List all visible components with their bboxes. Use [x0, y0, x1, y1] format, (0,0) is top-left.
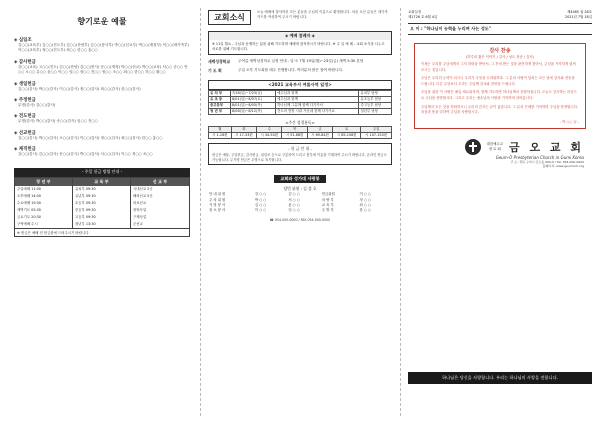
church-address: 주 소: 경북 구미시 금오동 000-0 / Tel. 054-000-0000 홈페이지: www.geumoch.org — [510, 159, 584, 169]
announcement-key: 기 도 회 — [208, 68, 222, 74]
offering-section-head: ◈ 제직헌금 — [14, 147, 36, 153]
week-reading: 시 1-16편 — [209, 132, 232, 138]
gratitude-title: 감사 찬송 — [489, 48, 511, 54]
schedule-group-head: 장 년 부 — [15, 178, 72, 186]
gratitude-box — [414, 43, 586, 129]
duty-cell: 청 소 봉 사 — [209, 208, 226, 213]
week-reading: 시 85-106편 — [333, 132, 361, 138]
schedule-group-line: 유치부 09:30 — [75, 186, 96, 191]
week-day: 목 — [282, 126, 307, 132]
week-reading: 시 17-33편 — [231, 132, 256, 138]
offering-section-body: 김○○(감사) 박○○(감사) 오○○(감사) 이○○(감사) 정○○(감사) 최○○(감사) 한○○ 홍○○ — [18, 135, 163, 140]
week-day: 화 — [231, 126, 256, 132]
announcement-key: 새벽성경학교 — [208, 59, 231, 64]
offering-section-body: 김○○(감사) 박○○(감사) 이○○(감사) 정○○(감사) 최○○(감사) 한○○(감사) — [18, 86, 141, 91]
schedule-cell: 중고등부 — [209, 102, 231, 108]
schedule-group — [73, 178, 131, 228]
gratitude-paragraph: 이제는 우리를 주님에게서 그저 허락을 받아서, 그 후에 받는 것을 완전하게 찾아서, 주님을 거룩하게 힘써 모시는 것입니다. — [421, 62, 576, 72]
duty-cell: 최 ○ ○ — [359, 202, 371, 207]
church-identity — [408, 139, 592, 155]
schedule-group-head: 선 교 부 — [131, 178, 189, 186]
front-column — [400, 0, 600, 424]
schedule-row — [209, 108, 392, 114]
schedule-group-line: 구역예배 수시 — [17, 221, 38, 226]
offering-column — [0, 0, 200, 424]
schedule-cell: 예수님과 함께 — [276, 96, 359, 102]
duty-cell: 차 량 부 — [321, 197, 334, 202]
duty-cell: 이 ○ ○ — [359, 192, 371, 197]
week-day: 주일 — [361, 126, 392, 132]
offering-section-head: ◈ 전도헌금 — [14, 114, 36, 120]
schedule-group-line: 구제사업 — [133, 214, 147, 219]
schedule-cell: 8/01(일)~8/05(목) — [231, 102, 276, 108]
duty-cell: 주 차 위 원 — [209, 197, 226, 202]
schedule-group-line: 오후예배 14:00 — [17, 193, 41, 198]
church-english-name: Geum-O Presbyterian Church in Gumi Korea — [495, 154, 584, 160]
week-day: 금 — [307, 126, 332, 132]
schedule-group — [131, 178, 189, 228]
offering-notice — [208, 143, 392, 166]
offering-sections — [14, 37, 190, 158]
duty-cell: 서 ○ ○ — [288, 197, 300, 202]
schedule-title: <2021 교육부서 여름사역 일정> — [208, 80, 392, 90]
issue-info-right: 제4585 권 28호 2021년 7월 18일 — [564, 10, 592, 19]
duty-title: 당번 위원 : 김 성 호 — [283, 186, 317, 192]
church-name: 금 오 교 회 — [509, 140, 584, 154]
announcement-value: 주일 오후 기도회를 매주 진행합니다. 여러분의 많은 참여 바랍니다. — [238, 68, 344, 73]
schedule-group-line: 중등부 09:30 — [75, 207, 96, 212]
prayer-body: ※ 11일 월요 - 주님과 동행하는 삶을 위해 기도하며 예배에 참석하시기 바랍니다. ※ 주 일 예 배 - 교회 소식을 나누고 서로를 위해 기도합니다. — [212, 42, 385, 51]
week-reading-table — [208, 126, 392, 139]
announcement-row — [208, 59, 392, 64]
offering-section-body: 무명(감사) 김○○(감사) — [18, 103, 56, 108]
schedule-group-line: 새벽기도 05:30 — [17, 207, 41, 212]
duty-cell: 김 ○ ○ — [288, 192, 300, 197]
schedule-table — [208, 90, 392, 115]
schedule-group-line: 주일예배 11:00 — [17, 186, 41, 191]
schedule-group-line: 고등부 09:30 — [75, 214, 96, 219]
schedule-group-line: 금요기도 20:30 — [17, 214, 41, 219]
week-reading: 시 51-68편 — [282, 132, 307, 138]
news-column — [200, 0, 400, 424]
duty-cell: 정 ○ ○ — [359, 197, 371, 202]
duty-cell: 윤 ○ ○ — [288, 202, 300, 207]
news-intro: 오늘 예배에 참석하신 모든 분들을 주님의 이름으로 환영합니다. 처음 오신 분들은 새가족 카드를 작성하여 주시기 바랍니다. — [256, 10, 388, 19]
worship-service-heading: 교회와 성가대 사랑봉 — [274, 175, 325, 183]
issue-info-left: 교회실정 제1726 호 6월 4일 — [408, 10, 438, 19]
duty-cell: 임 ○ ○ — [288, 208, 300, 213]
offering-section-body: 무명(감사) 박○○(감사) 송○○(감사) 임○○ 전○○ — [18, 119, 98, 124]
schedule-group-line: 초등부 09:30 — [75, 200, 96, 205]
schedule-cell: 청년부 담당 — [359, 108, 392, 114]
offering-section-head: ◈ 십일조 — [14, 38, 32, 43]
week-day: 토 — [333, 126, 361, 132]
schedule-cell: 8/08(일)~8/12(목) — [231, 108, 276, 114]
duty-cell: 헌금위원 — [321, 192, 335, 197]
footer-banner: 하나님은 당신을 사랑합니다. 우리는 하나님의 사랑을 전합니다. — [408, 372, 592, 384]
duty-table — [208, 192, 392, 213]
notice-body: 헌금은 예물, 주일헌금, 감사헌금, 십일조 등으로 구분하여 드리고 봉투에 이름을 기재하여 주시기 바랍니다. 온라인 헌금도 가능합니다. 무기명 헌금은 무명으로 표기합니다. — [212, 152, 387, 162]
duty-cell: 한 ○ ○ — [359, 208, 371, 213]
weekly-word: 오 이 : "하나님이 능력을 누리며 사는 성도" — [408, 23, 592, 35]
schedule-group-line: 의료선교 — [133, 200, 147, 205]
cross-logo-icon — [465, 139, 481, 155]
schedule-cell: 청 년 부 — [209, 108, 231, 114]
schedule-cell: 전도의 현장 시대 가운데 함께 다가가요 — [276, 108, 359, 114]
schedule-group-line: 청년부 13:30 — [75, 221, 96, 226]
offering-section-body: 강○○(감사) 김○○(감사) 문○○(감사) 박○○(감사) 서○○(감사) 이○○ 정○○ 조○○ — [18, 152, 153, 157]
offering-note: ※ 헌금은 예배 전 헌금함에 드려주시기 바랍니다 — [14, 229, 190, 237]
duty-cell: 교 육 부 — [321, 202, 334, 207]
schedule-cell: 유치부 담당 — [359, 90, 392, 96]
schedule-group — [15, 178, 73, 228]
schedule-group-line: 유년부 09:30 — [75, 193, 96, 198]
schedule-group-line: 수요예배 19:30 — [17, 200, 41, 205]
duty-cell: 박 ○ ○ — [254, 197, 267, 202]
schedule-cell: 하나님께 그분께 함께 다가가서 — [276, 102, 359, 108]
news-title: 교회소식 — [208, 10, 251, 25]
schedule-group-line: 장학사업 — [133, 207, 147, 212]
schedule-cell: 8/01(일)~8/07(토) — [231, 96, 276, 102]
denomination: 대한예수교 장 로 회 — [486, 141, 503, 151]
prayer-box — [208, 31, 392, 55]
announcement-row — [208, 68, 392, 73]
week-day: 월 — [209, 126, 232, 132]
schedule-row — [209, 102, 392, 108]
duty-row — [208, 208, 392, 213]
duty-cell: 주 방 부 — [321, 208, 334, 213]
offering-title: 향기로운 예물 — [77, 16, 127, 26]
gratitude-signature: - 박 ○○ 님 - — [559, 119, 579, 124]
offering-section-body: 강○○(교육) 고○○(전도) 김○○(찬양) 김○○(봉사) 문○○(재정) 박○○(선교) 박○○(교육) 서○○ 송○○ 안○○ 오○○ 유○○ 윤○○ 이○○ 임○○ 장○○ 전○○ 정○○ 조○○ 최○○ 한○○ 허○○ 황○○ — [18, 64, 188, 75]
duty-cell: 안 내 위 원 — [209, 192, 226, 197]
gratitude-paragraph: 주님은 우리의 능력이 되시니 우리가 무엇을 두려워하랴. 그 분의 사랑이 넘치는 모든 날에 감사와 찬송을 드립니다. 다른 무엇보다 우리는 주님께 감사와 찬양을 드립니다. — [421, 76, 575, 86]
gratitude-paragraph: 주님을 위한 이 사랑은 매일 새로워지며, 함께 기도하면 하나님께서 응답하십니다. 오늘도 감사하는 마음으로 주님을 찬양합시다. 그리고 우리는 예수님의 사랑을 기억하며 살아갑니다. — [421, 90, 577, 100]
offering-section-head: ◈ 생일헌금 — [14, 81, 36, 87]
schedule-cell: 예수님과 함께 — [276, 90, 359, 96]
prayer-title: ◈ 예배 참례자 ◈ — [209, 32, 391, 40]
schedule-group-line: 군선교 — [133, 221, 143, 226]
schedule-groups — [14, 177, 190, 229]
phone-line: ☎ 054-000-0000 / FAX 054-000-0000 — [269, 218, 331, 223]
notice-title: - 헌 금 안 내 - — [288, 145, 312, 151]
announcements — [208, 59, 392, 74]
offering-section-body: 김○○(교육부) 김○○(전도부) 김○○(찬양부) 김○○(봉사부) 박○○(선교부) 박○○(재정부) 이○○(새가족부) 이○○(교육부) 정○○(전도부) 최○○ 한○○ 홍○○ — [18, 43, 190, 53]
week-reading: 시 107-150편 — [361, 132, 392, 138]
schedule-cell: 유 초 등 — [209, 96, 231, 102]
schedule-group-head: 교 육 부 — [73, 178, 130, 186]
duty-cell: 이 ○ ○ — [254, 208, 267, 213]
schedule-group-line: 국내선교 2곳 — [133, 186, 153, 191]
week-day: 수 — [257, 126, 282, 132]
announcement-value: 주여름 새벽성경학교 일정 안내 - 일시: 7월 19일(월)~23일(금) 새벽 5:30 본당 — [238, 59, 364, 63]
week-reading: 시 69-84편 — [307, 132, 332, 138]
week-value-row — [209, 132, 392, 138]
schedule-group-line: 해외선교 5곳 — [133, 193, 153, 198]
offering-section-head: ◈ 감사헌금 — [14, 59, 36, 65]
duty-cell: 강 ○ ○ — [254, 192, 267, 197]
gratitude-subtitle: (하루의 짧은 이야기 / 감사 / 성도 찬송 / 감사) — [465, 55, 535, 59]
gratitude-text — [421, 62, 579, 116]
offering-section-head: ◈ 선교헌금 — [14, 130, 36, 136]
schedule-cell: 유초등부 담당 — [359, 96, 392, 102]
schedule-cell: 유 치 부 — [209, 90, 231, 96]
schedule-cell: 7/18(일)~7/25(일) — [231, 90, 276, 96]
gratitude-paragraph: 주님께서 모든 것을 허락하시니 우리의 감사는 끝이 없습니다. 그 분의 은혜를 기억하며 주님을 찬양합니다. 마음과 뜻을 다하여 주님을 사랑합시다. — [421, 104, 579, 115]
schedule-cell: 중고등부 담당 — [359, 102, 392, 108]
week-reading: 시 34-50편 — [257, 132, 282, 138]
duty-cell: 김 ○ ○ — [254, 202, 267, 207]
duty-cell: 식 당 봉 사 — [209, 202, 226, 207]
offering-method-banner: - 주일 헌금 방법 안내 - — [14, 168, 190, 177]
week-reading-title: <주간 성경통독> — [285, 119, 315, 125]
offering-section-head: ◈ 주정헌금 — [14, 98, 36, 104]
